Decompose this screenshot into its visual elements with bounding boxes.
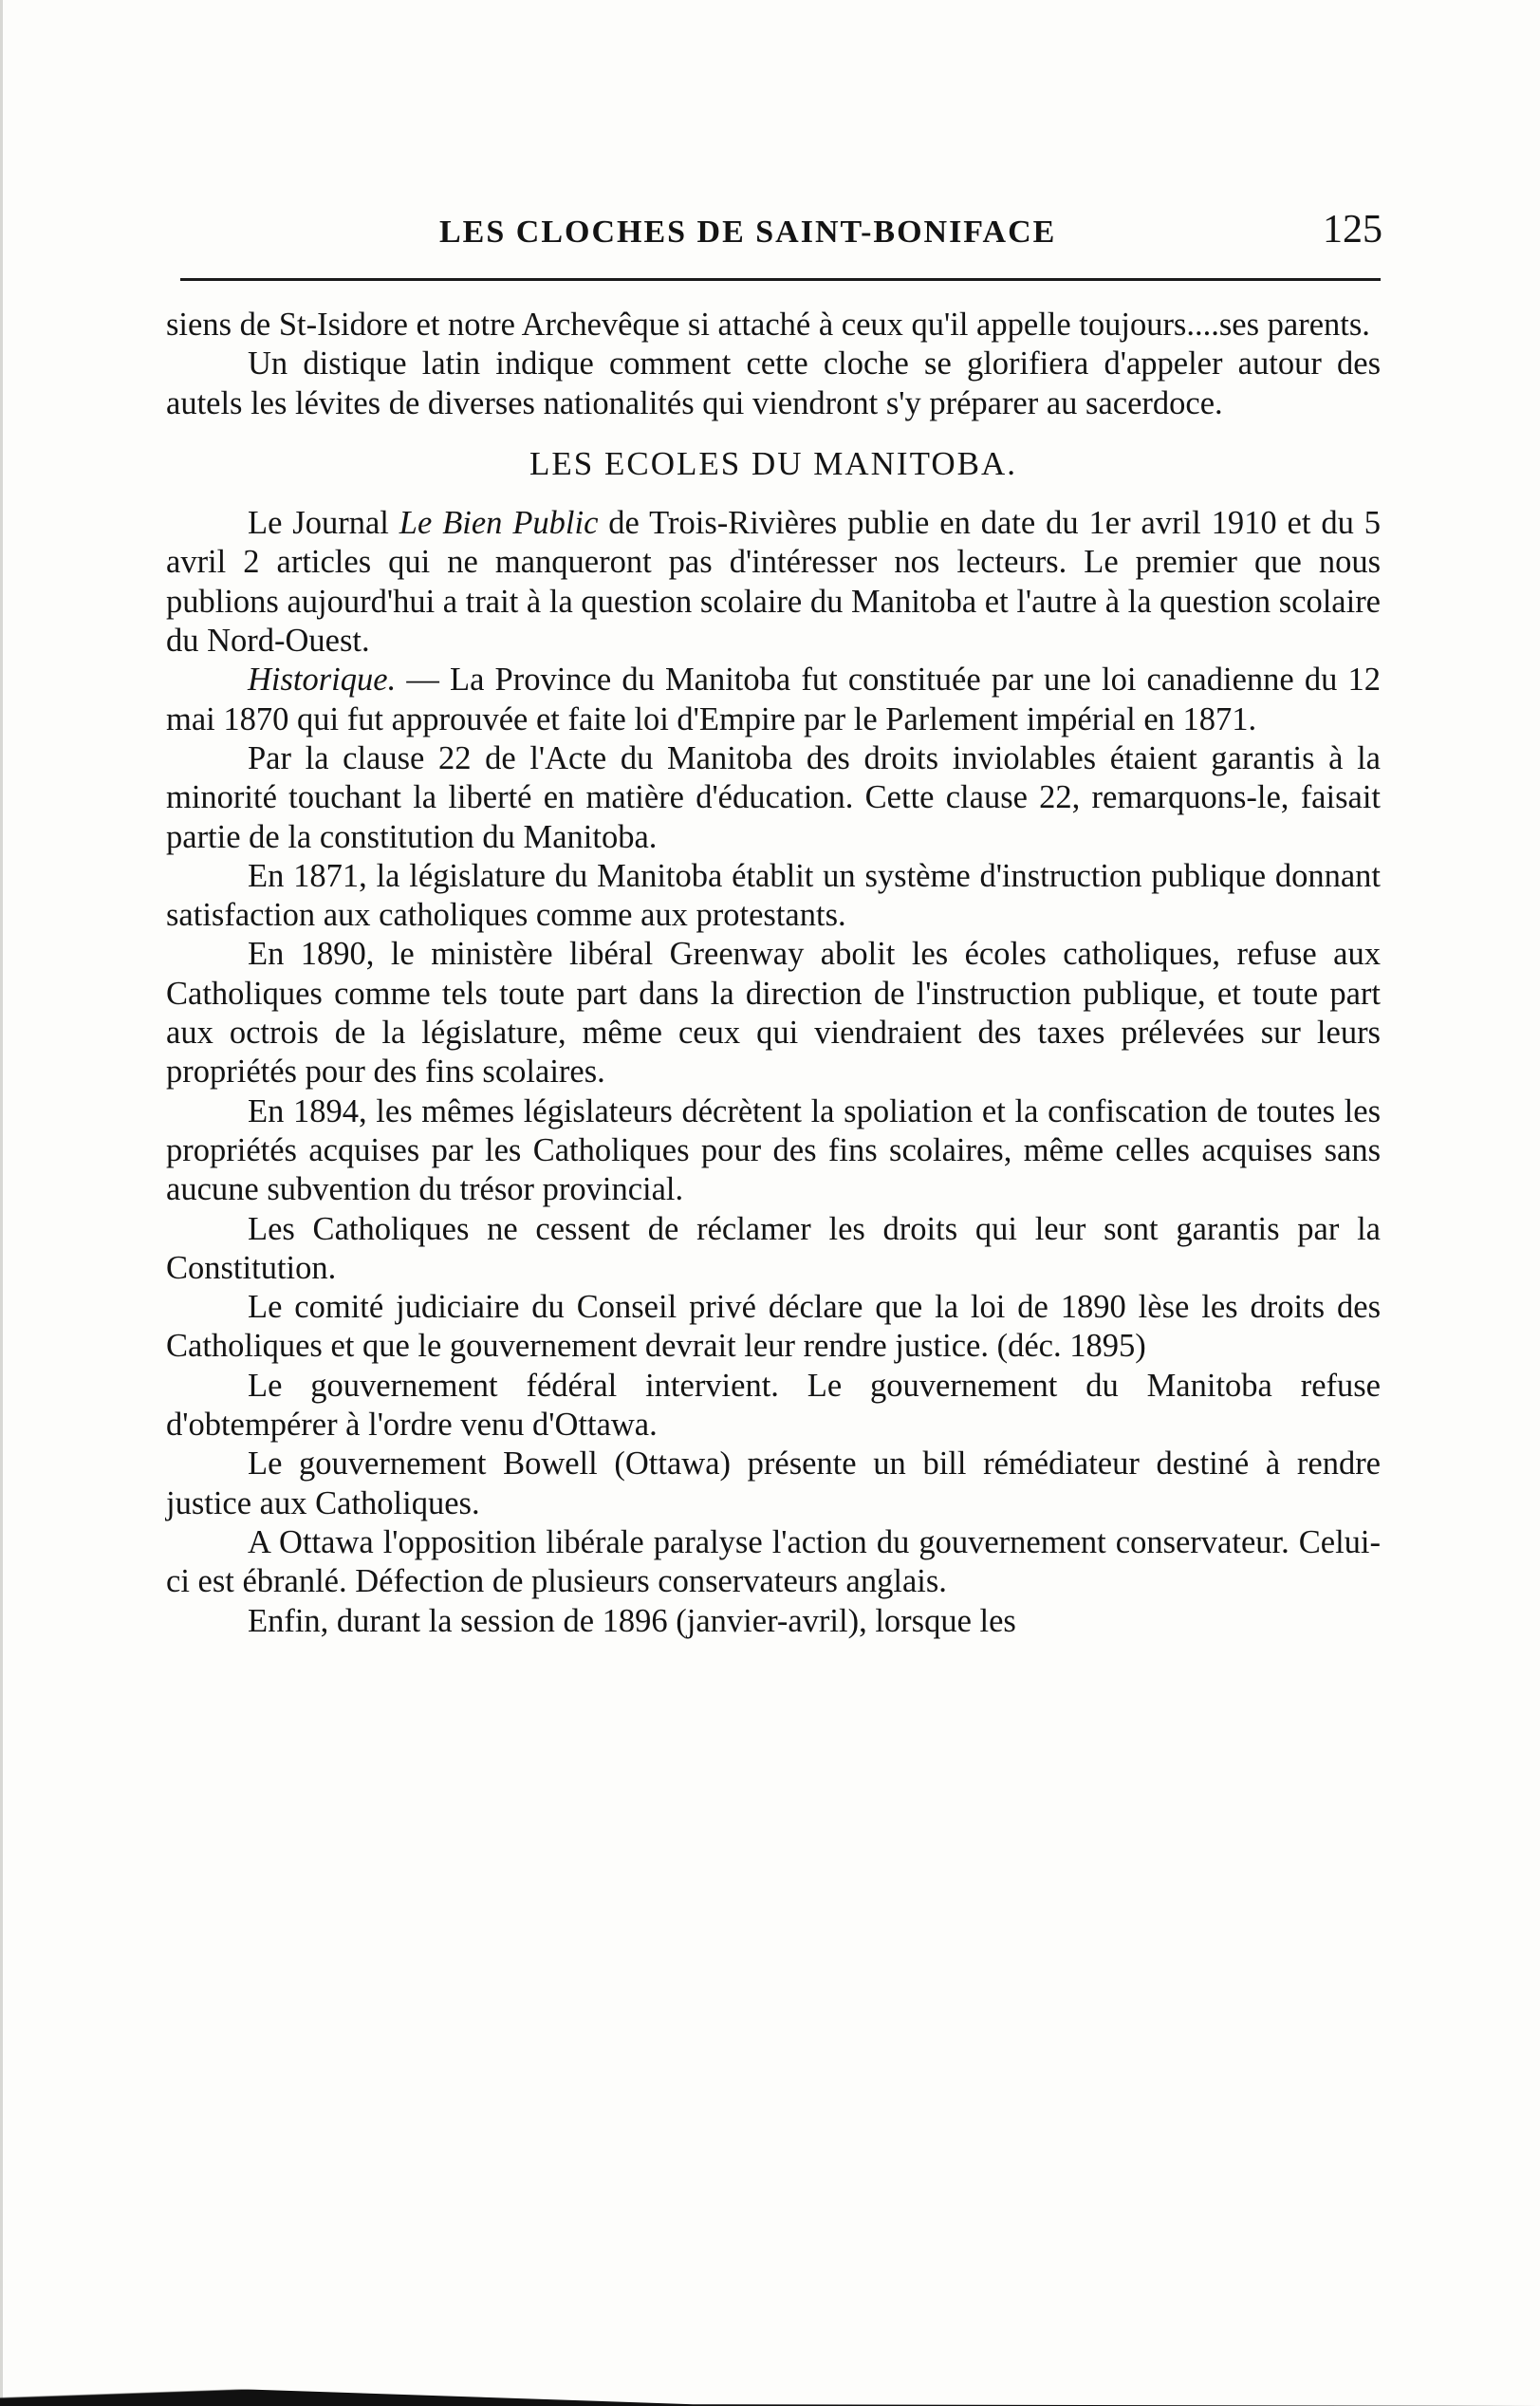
paragraph-1890: En 1890, le ministère libéral Greenway abolit les écoles catholiques, refuse aux Catholiques comme tels toute part dans la direction de l'instruction publique, et toute part aux octrois de la législature, même ceux qui viendraient des taxes prélevées sur leurs propriétés pour des fins scolaires. [166, 936, 1381, 1091]
paragraph-conseil-prive: Le comité judiciaire du Conseil privé déclare que la loi de 1890 lèse les droits des Catholiques et que le gouvernement devrait leur rendre justice. (déc. 1895) [166, 1289, 1381, 1365]
paragraph-historique [166, 661, 1381, 739]
paragraph-journal-start: Le Journal [248, 505, 399, 542]
paragraph-1894: En 1894, les mêmes législateurs décrètent la spoliation et la confiscation de toutes les propriétés acquises par les Catholiques pour des fins scolaires, même celles acquises sans aucune subvention du trésor provincial. [166, 1092, 1381, 1208]
paragraph-journal [166, 504, 1381, 661]
paragraph-1871: En 1871, la législature du Manitoba établit un système d'instruction publique donnant satisfaction aux catholiques comme aux protestants. [166, 857, 1381, 934]
paragraph-historique-rest: — La Province du Manitoba fut constituée par une loi canadienne du 12 mai 1870 qui fut approuvée et faite loi d'Empire par le Parlement impérial en 1871. [166, 662, 1381, 737]
paragraph-opposition: A Ottawa l'opposition libérale paralyse l'action du gouvernement conservateur. Celui-ci est ébranlé. Défection de plusieurs conservateurs anglais. [166, 1523, 1381, 1600]
paragraph-intervention: Le gouvernement fédéral intervient. Le gouvernement du Manitoba refuse d'obtempérer à l'ordre venu d'Ottawa. [166, 1367, 1381, 1444]
page-header [166, 207, 1382, 264]
paragraph-bill-remediateur: Le gouvernement Bowell (Ottawa) présente un bill rémédiateur destiné à rendre justice aux Catholiques. [166, 1445, 1381, 1521]
paragraph-distique: Un distique latin indique comment cette cloche se glorifiera d'appeler autour des autels les lévites de diverses nationalités qui viendront s'y préparer au sacerdoce. [166, 345, 1381, 421]
page-left-edge [0, 0, 3, 2406]
page-number: 125 [1323, 208, 1382, 252]
paragraph-journal-rest: de Trois-Rivières publie en date du 1er avril 1910 et du 5 avril 2 articles qui ne manqueront pas d'intéresser nos lecteurs. Le premier que nous publions aujourd'hui a trait à la question scolaire du Manitoba et l'autre à la question scolaire du Nord-Ouest. [166, 505, 1382, 660]
journal-title: Le Bien Public [399, 505, 599, 542]
body-text [166, 306, 1381, 1641]
historique-label: Historique. [248, 662, 397, 699]
section-heading: LES ECOLES DU MANITOBA. [529, 444, 1017, 482]
paragraph-session-1896: Enfin, durant la session de 1896 (janvier-avril), lorsque les [248, 1602, 1016, 1639]
page-bottom-shadow [0, 2321, 1540, 2406]
paragraph-continuation: siens de St-Isidore et notre Archevêque si attaché à ceux qu'il appelle toujours....ses parents. [166, 307, 1370, 343]
running-title: LES CLOCHES DE SAINT-BONIFACE [439, 214, 1057, 250]
paragraph-reclamation: Les Catholiques ne cessent de réclamer les droits qui leur sont garantis par la Constitution. [166, 1210, 1381, 1286]
paragraph-clause-22: Par la clause 22 de l'Acte du Manitoba des droits inviolables étaient garantis à la minorité touchant la liberté en matière d'éducation. Cette clause 22, remarquons-le, faisait partie de la constitution du Manitoba. [166, 739, 1381, 855]
header-rule [180, 278, 1381, 281]
